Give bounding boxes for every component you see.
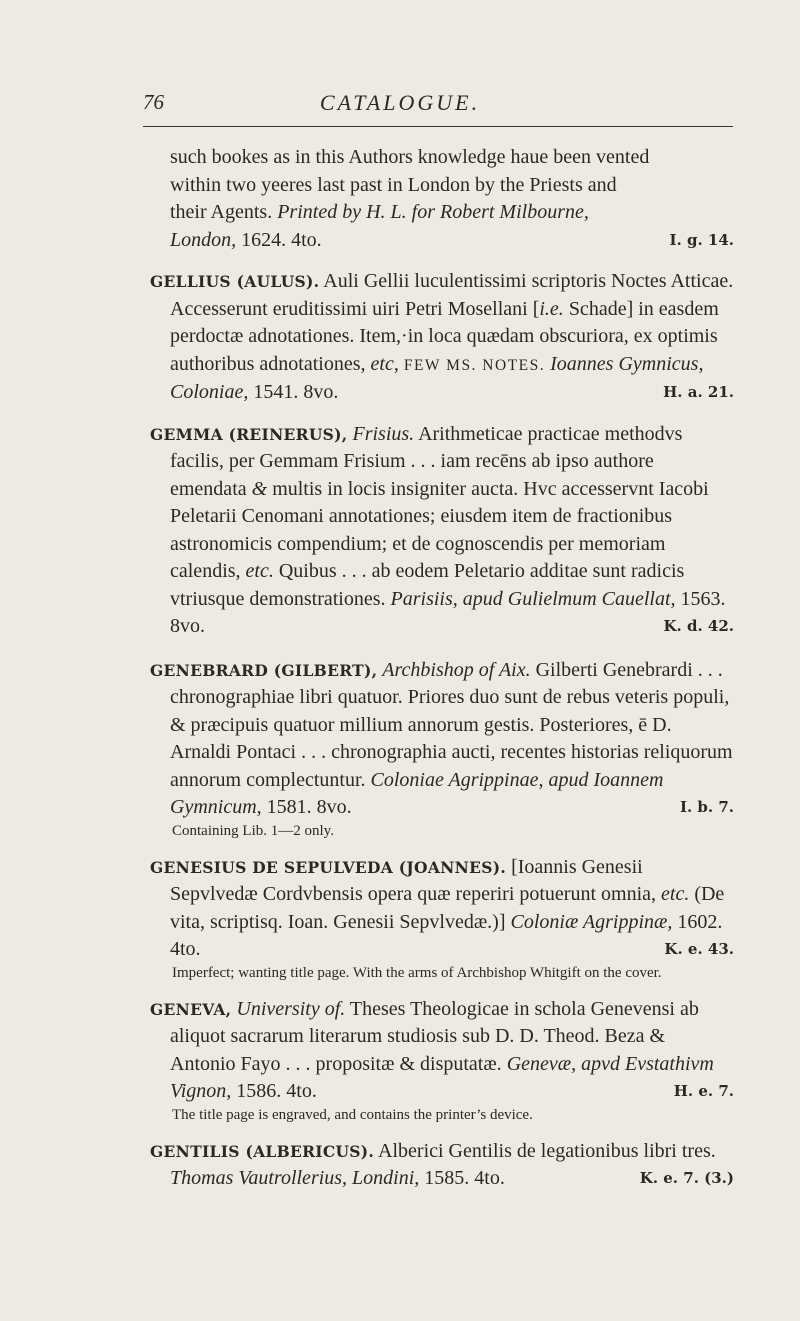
abbrev: i.e. (539, 297, 564, 320)
headword: GEMMA (REINERUS), (150, 424, 348, 444)
imprint: Thomas Vautrollerius, Londini, (170, 1167, 420, 1189)
entry-text: (De vita, scriptisq. Ioan. Genesii Sepvlvedæ.)] (170, 883, 725, 933)
imprint: Coloniae Agrippinae, apud Ioannem Gymnicum, (170, 768, 664, 818)
entry-text: their Agents. (170, 201, 273, 223)
shelfmark: I. b. 7. (679, 798, 734, 816)
entry-text: Theses Theologicae in schola Genevensi ab aliquot sacrarum literarum studiosis sub D. D. Theod. Beza & Antonio Fayo . . . propositæ & disputatæ. (170, 997, 699, 1075)
imprint: Parisiis, apud Gulielmum Cauellat, (390, 587, 676, 610)
entry-text: Gilberti Genebrardi . . . chronographiae libri quatuor. Priores duo sunt de rebus veteris populi, & præcipuis quatuor millium annorum gestis. Posteriores, ē D. Arnaldi Pontaci . . . chronographia aucti, recentes historias reliquorum annorum complectuntur. (170, 658, 733, 791)
page-number: 76 (143, 90, 164, 114)
date-format: 1624. 4to. (241, 228, 322, 251)
date-format: 1541. 8vo. (253, 381, 339, 403)
entry-body (150, 657, 734, 822)
imprint: Ioannes Gymnicus, Coloniae, (170, 352, 704, 403)
catalogue-entries (150, 144, 734, 1193)
date-format: 1586. 4to. (236, 1080, 317, 1102)
entry-note (150, 964, 734, 982)
entry-text: Arithmeticae practicae methodvs facilis, per Gemmam Frisium . . . iam recēns ab ipso authore emendata (170, 422, 683, 500)
entry-note (150, 822, 734, 840)
running-title: CATALOGUE. (319, 90, 481, 115)
note-text: The title page is engraved, and contains the printer’s device. (172, 1106, 533, 1123)
epithet: Frisius. (352, 422, 415, 445)
epithet: Archbishop of Aix. (382, 658, 531, 681)
abbrev: etc. (245, 560, 274, 582)
shelfmark: H. e. 7. (673, 1082, 734, 1100)
entry-text: Auli Gellii luculentissimi scriptoris Noctes Atticae. Accesserunt eruditissimi uiri Petri Mosellani [ (170, 270, 734, 320)
ampersand: & (251, 477, 268, 500)
date-format: 1563. 8vo. (170, 587, 726, 637)
entry-text: Schade] in easdem perdoctæ adnotationes. Item,·in loca quædam obscuriora, ex optimis authoribus adnotationes, (170, 297, 719, 375)
imprint: Coloniæ Agrippinæ, (510, 910, 673, 933)
entry-continuation (150, 144, 734, 254)
entry-gemma (150, 421, 734, 641)
entry-gentilis (150, 1138, 734, 1193)
header-rule (143, 126, 733, 127)
entry-body (150, 421, 734, 641)
entry-geneva (150, 996, 734, 1106)
shelfmark: K. e. 43. (664, 940, 734, 958)
imprint-place: London, (170, 228, 237, 251)
date-format: 1602. 4to. (170, 910, 723, 960)
entry-text: Alberici Gentilis de legationibus libri tres. (378, 1139, 716, 1162)
shelfmark: I. g. 14. (669, 230, 734, 249)
headword: GENEBRARD (GILBERT), (150, 660, 378, 680)
entry-text: multis in locis insigniter aucta. Hvc accesservnt Iacobi Peletarii Cenomani annotationes; eiusdem item de fractionibus astronomicis compendium; et de cognoscendis per memoriam calendis, (170, 477, 709, 582)
abbrev: etc. (661, 883, 690, 905)
entry-text: [Ioannis Genesii Sepvlvedæ Cordvbensis opera quæ reperiri potuerunt omnia, (170, 855, 662, 905)
imprint: Printed by H. L. for Robert Milbourne, (277, 201, 589, 223)
entry-gellius (150, 268, 734, 407)
entry-body (150, 1138, 734, 1193)
entry-note (150, 1106, 734, 1124)
headword: GENTILIS (ALBERICUS). (150, 1141, 375, 1161)
entry-text-line: such bookes as in this Authors knowledge haue been vented (170, 146, 650, 168)
notes-label: FEW MS. NOTES. (403, 356, 546, 374)
imprint: Genevæ, apvd Evstathivm Vignon, (170, 1052, 714, 1102)
entry-text-line (170, 199, 734, 227)
headword: GELLIUS (AULUS). (150, 272, 320, 291)
note-text: Containing Lib. 1—2 only. (172, 822, 334, 839)
shelfmark: K. e. 7. (3.) (639, 1169, 734, 1187)
abbrev: etc, (370, 352, 399, 375)
imprint-line (170, 227, 734, 255)
entry-genesius (150, 854, 734, 964)
entry-genebrard (150, 657, 734, 822)
page-header (0, 70, 800, 130)
date-format: 1585. 4to. (424, 1167, 505, 1189)
headword: GENEVA, (150, 999, 232, 1019)
epithet: University of. (236, 997, 346, 1020)
shelfmark: K. d. 42. (663, 617, 734, 635)
entry-body (150, 268, 734, 407)
headword: GENESIUS DE SEPULVEDA (JOANNES). (150, 857, 507, 877)
entry-text-line: within two yeeres last past in London by the Priests and (170, 173, 617, 196)
shelfmark: H. a. 21. (663, 383, 734, 401)
entry-text: Quibus . . . ab eodem Peletario additae sunt radicis vtriusque demonstrationes. (170, 560, 685, 610)
date-format: 1581. 8vo. (266, 796, 352, 818)
entry-body (150, 996, 734, 1106)
note-text: Imperfect; wanting title page. With the arms of Archbishop Whitgift on the cover. (172, 964, 662, 981)
entry-body (150, 854, 734, 964)
